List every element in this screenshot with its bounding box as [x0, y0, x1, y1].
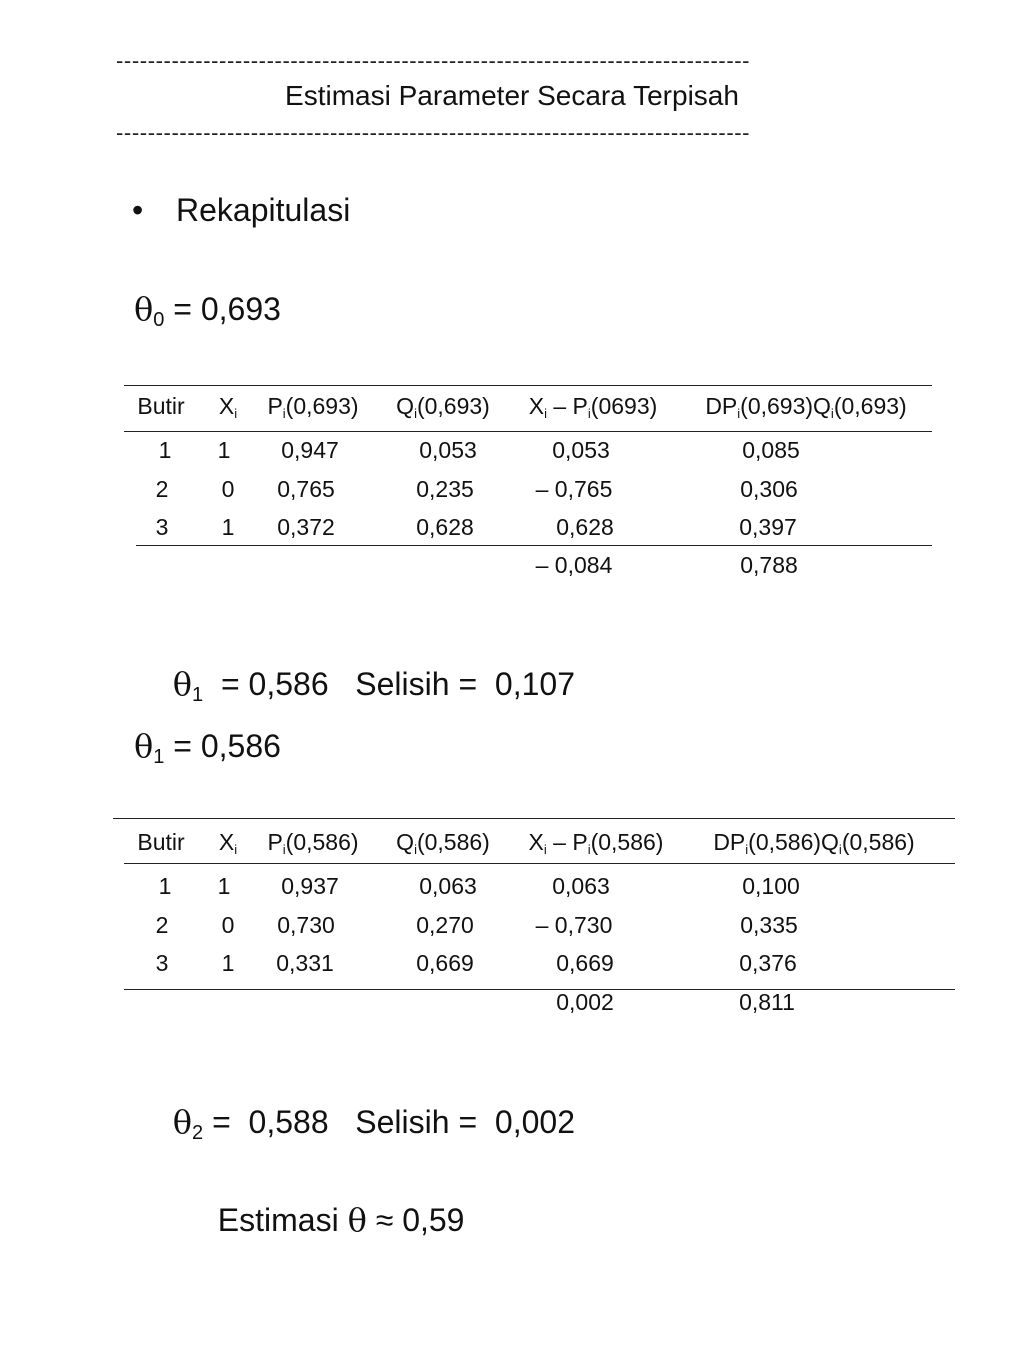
table1-cell-q: 0,053: [419, 437, 477, 463]
theta2-result-line: [155, 1066, 575, 1144]
table1-cell-butir: 3: [155, 514, 169, 540]
table2-total-dpq: 0,811: [739, 989, 795, 1015]
table1-top-rule: [124, 385, 932, 386]
theta1-subscript: 1: [192, 684, 204, 706]
table2-cell-butir: 1: [158, 873, 172, 899]
table2-cell-x-minus-p: 0,669: [556, 950, 614, 976]
table2-cell-butir: 2: [155, 912, 169, 938]
table1-cell-x-minus-p: 0,053: [552, 437, 610, 463]
table2-cell-p: 0,331: [276, 950, 334, 976]
table2-cell-dpq: 0,335: [740, 912, 798, 938]
theta1-line: [134, 727, 281, 768]
table1-total-dpq: 0,788: [740, 552, 798, 578]
table1-cell-butir: 1: [158, 437, 172, 463]
table1-cell-x: 1: [217, 437, 231, 463]
page-title: Estimasi Parameter Secara Terpisah: [285, 80, 739, 111]
top-dashed-divider: --------------------------------------------------------------------------------: [116, 48, 751, 73]
theta2-result-text: = 0,588 Selisih = 0,002: [203, 1104, 575, 1140]
table2-cell-dpq: 0,100: [742, 873, 800, 899]
table1-cell-dpq: 0,397: [739, 514, 797, 540]
table1-cell-butir: 2: [155, 476, 169, 502]
table1-header-butir: Butir: [137, 393, 185, 419]
table1-header-x: Xi: [218, 393, 238, 421]
table1-cell-q: 0,628: [416, 514, 474, 540]
estimate-prefix: Estimasi: [217, 1202, 348, 1238]
table1-cell-p: 0,947: [281, 437, 339, 463]
estimate-value: ≈ 0,59: [366, 1202, 465, 1238]
theta-symbol: θ: [172, 665, 193, 703]
table2-header-rule: [124, 863, 955, 864]
table1-cell-x-minus-p: 0,628: [556, 514, 614, 540]
table2-cell-butir: 3: [155, 950, 169, 976]
theta1-result-line: [155, 628, 575, 706]
table1-cell-q: 0,235: [416, 476, 474, 502]
theta-symbol: θ: [134, 290, 154, 328]
table2-header-q: Qi(0,586): [396, 829, 490, 857]
table2-top-rule: [113, 818, 955, 819]
table2-cell-dpq: 0,376: [739, 950, 797, 976]
theta0-line: [134, 290, 281, 331]
table1-header-p: Pi(0,693): [267, 393, 359, 421]
table2-header-dpq: DPi(0,586)Qi(0,586): [713, 829, 915, 857]
theta-symbol: θ: [347, 1201, 367, 1239]
theta1-result-text: = 0,586 Selisih = 0,107: [203, 666, 575, 702]
bottom-dashed-divider: --------------------------------------------------------------------------------: [116, 120, 751, 145]
final-estimate: [200, 1164, 464, 1239]
theta-symbol: θ: [172, 1103, 193, 1141]
section-heading: Rekapitulasi: [176, 192, 351, 228]
table1-cell-dpq: 0,306: [740, 476, 798, 502]
theta1-subscript: 1: [153, 746, 165, 768]
table2-header-butir: Butir: [137, 829, 185, 855]
table1-total-x-minus-p: – 0,084: [535, 552, 613, 578]
table2-cell-q: 0,270: [416, 912, 474, 938]
table2-cell-x-minus-p: 0,063: [552, 873, 610, 899]
theta-symbol: θ: [134, 727, 154, 765]
table1-cell-x-minus-p: – 0,765: [535, 476, 613, 502]
table1-cell-dpq: 0,085: [742, 437, 800, 463]
table2-cell-p: 0,730: [277, 912, 335, 938]
table1-cell-x: 1: [221, 514, 235, 540]
table2-cell-p: 0,937: [281, 873, 339, 899]
table2-cell-x-minus-p: – 0,730: [535, 912, 613, 938]
table2-header-x: Xi: [218, 829, 238, 857]
table2-cell-x: 0: [221, 912, 235, 938]
table2-cell-x: 1: [217, 873, 231, 899]
table1-cell-p: 0,765: [277, 476, 335, 502]
theta1-value: = 0,586: [164, 728, 281, 764]
table1-header-dpq: DPi(0,693)Qi(0,693): [705, 393, 907, 421]
table1-header-x-minus-p: Xi – Pi(0693): [528, 393, 658, 421]
table2-header-x-minus-p: Xi – Pi(0,586): [528, 829, 664, 857]
table2-cell-q: 0,669: [416, 950, 474, 976]
table1-cell-p: 0,372: [277, 514, 335, 540]
table1-header-rule: [124, 431, 932, 432]
table1-cell-x: 0: [221, 476, 235, 502]
table2-cell-x: 1: [221, 950, 235, 976]
table2-header-p: Pi(0,586): [267, 829, 359, 857]
table1-header-q: Qi(0,693): [396, 393, 490, 421]
table1-sum-rule: [136, 545, 932, 546]
table2-sum-rule: [124, 989, 955, 990]
theta0-value: = 0,693: [164, 291, 281, 327]
theta0-subscript: 0: [153, 309, 165, 331]
bullet-marker: •: [132, 192, 144, 228]
table2-cell-q: 0,063: [419, 873, 477, 899]
theta2-subscript: 2: [192, 1122, 204, 1144]
table2-total-x-minus-p: 0,002: [556, 989, 614, 1015]
